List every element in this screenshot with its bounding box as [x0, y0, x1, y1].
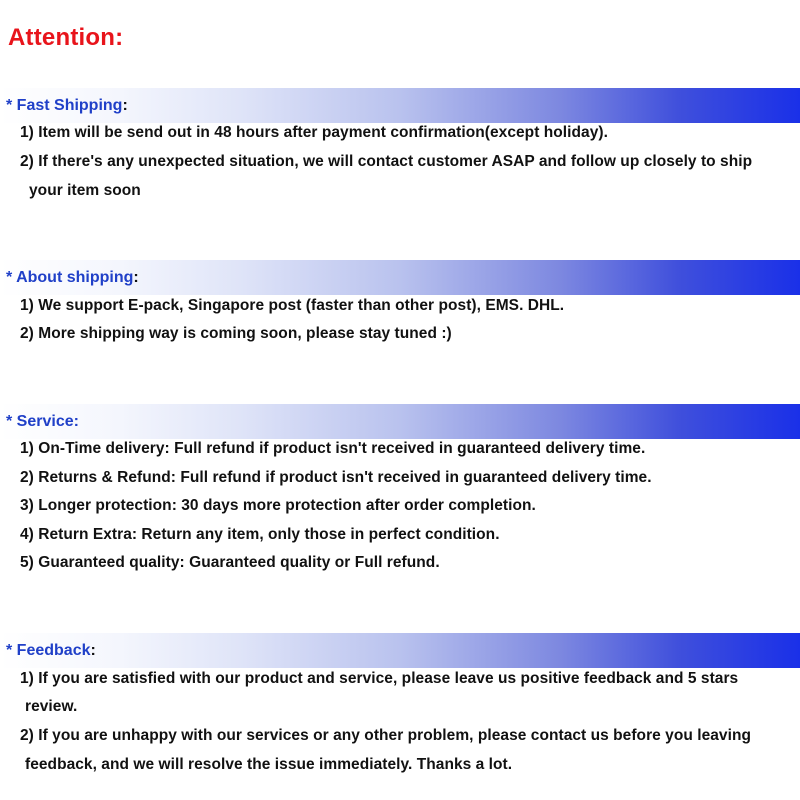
- list-item: 4) Return Extra: Return any item, only those in perfect condition.: [20, 526, 500, 543]
- section-title: * Feedback: [6, 641, 91, 659]
- section-header-service: [0, 404, 800, 439]
- list-item: 1) We support E-pack, Singapore post (faster than other post), EMS. DHL.: [20, 297, 565, 314]
- list-item: 2) If there's any unexpected situation, we will contact customer ASAP and follow up closely to ship: [20, 153, 753, 170]
- section-title-colon: :: [133, 268, 139, 286]
- section-title: * Service:: [6, 412, 79, 430]
- list-item: 2) Returns & Refund: Full refund if product isn't received in guaranteed delivery time.: [20, 469, 652, 486]
- section-header-about-shipping: [0, 260, 800, 295]
- section-title-colon: :: [122, 96, 128, 114]
- list-item: 1) If you are satisfied with our product and service, please leave us positive feedback and 5 stars: [20, 670, 739, 687]
- page-title: Attention:: [8, 24, 124, 51]
- section-title: * About shipping: [6, 268, 134, 286]
- list-item: 2) If you are unhappy with our services or any other problem, please contact us before you leaving: [20, 727, 751, 744]
- list-item-continuation: feedback, and we will resolve the issue immediately. Thanks a lot.: [25, 756, 513, 773]
- list-item-continuation: your item soon: [29, 182, 141, 199]
- list-item: 1) Item will be send out in 48 hours after payment confirmation(except holiday).: [20, 124, 608, 141]
- section-title-colon: :: [90, 641, 96, 659]
- list-item: 5) Guaranteed quality: Guaranteed quality or Full refund.: [20, 554, 440, 571]
- list-item: 3) Longer protection: 30 days more protection after order completion.: [20, 497, 536, 514]
- list-item: 2) More shipping way is coming soon, please stay tuned :): [20, 325, 452, 342]
- list-item: 1) On-Time delivery: Full refund if product isn't received in guaranteed delivery time.: [20, 440, 646, 457]
- section-title: * Fast Shipping: [6, 96, 123, 114]
- section-header-fast-shipping: [0, 88, 800, 123]
- list-item-continuation: review.: [25, 698, 78, 715]
- section-header-feedback: [0, 633, 800, 668]
